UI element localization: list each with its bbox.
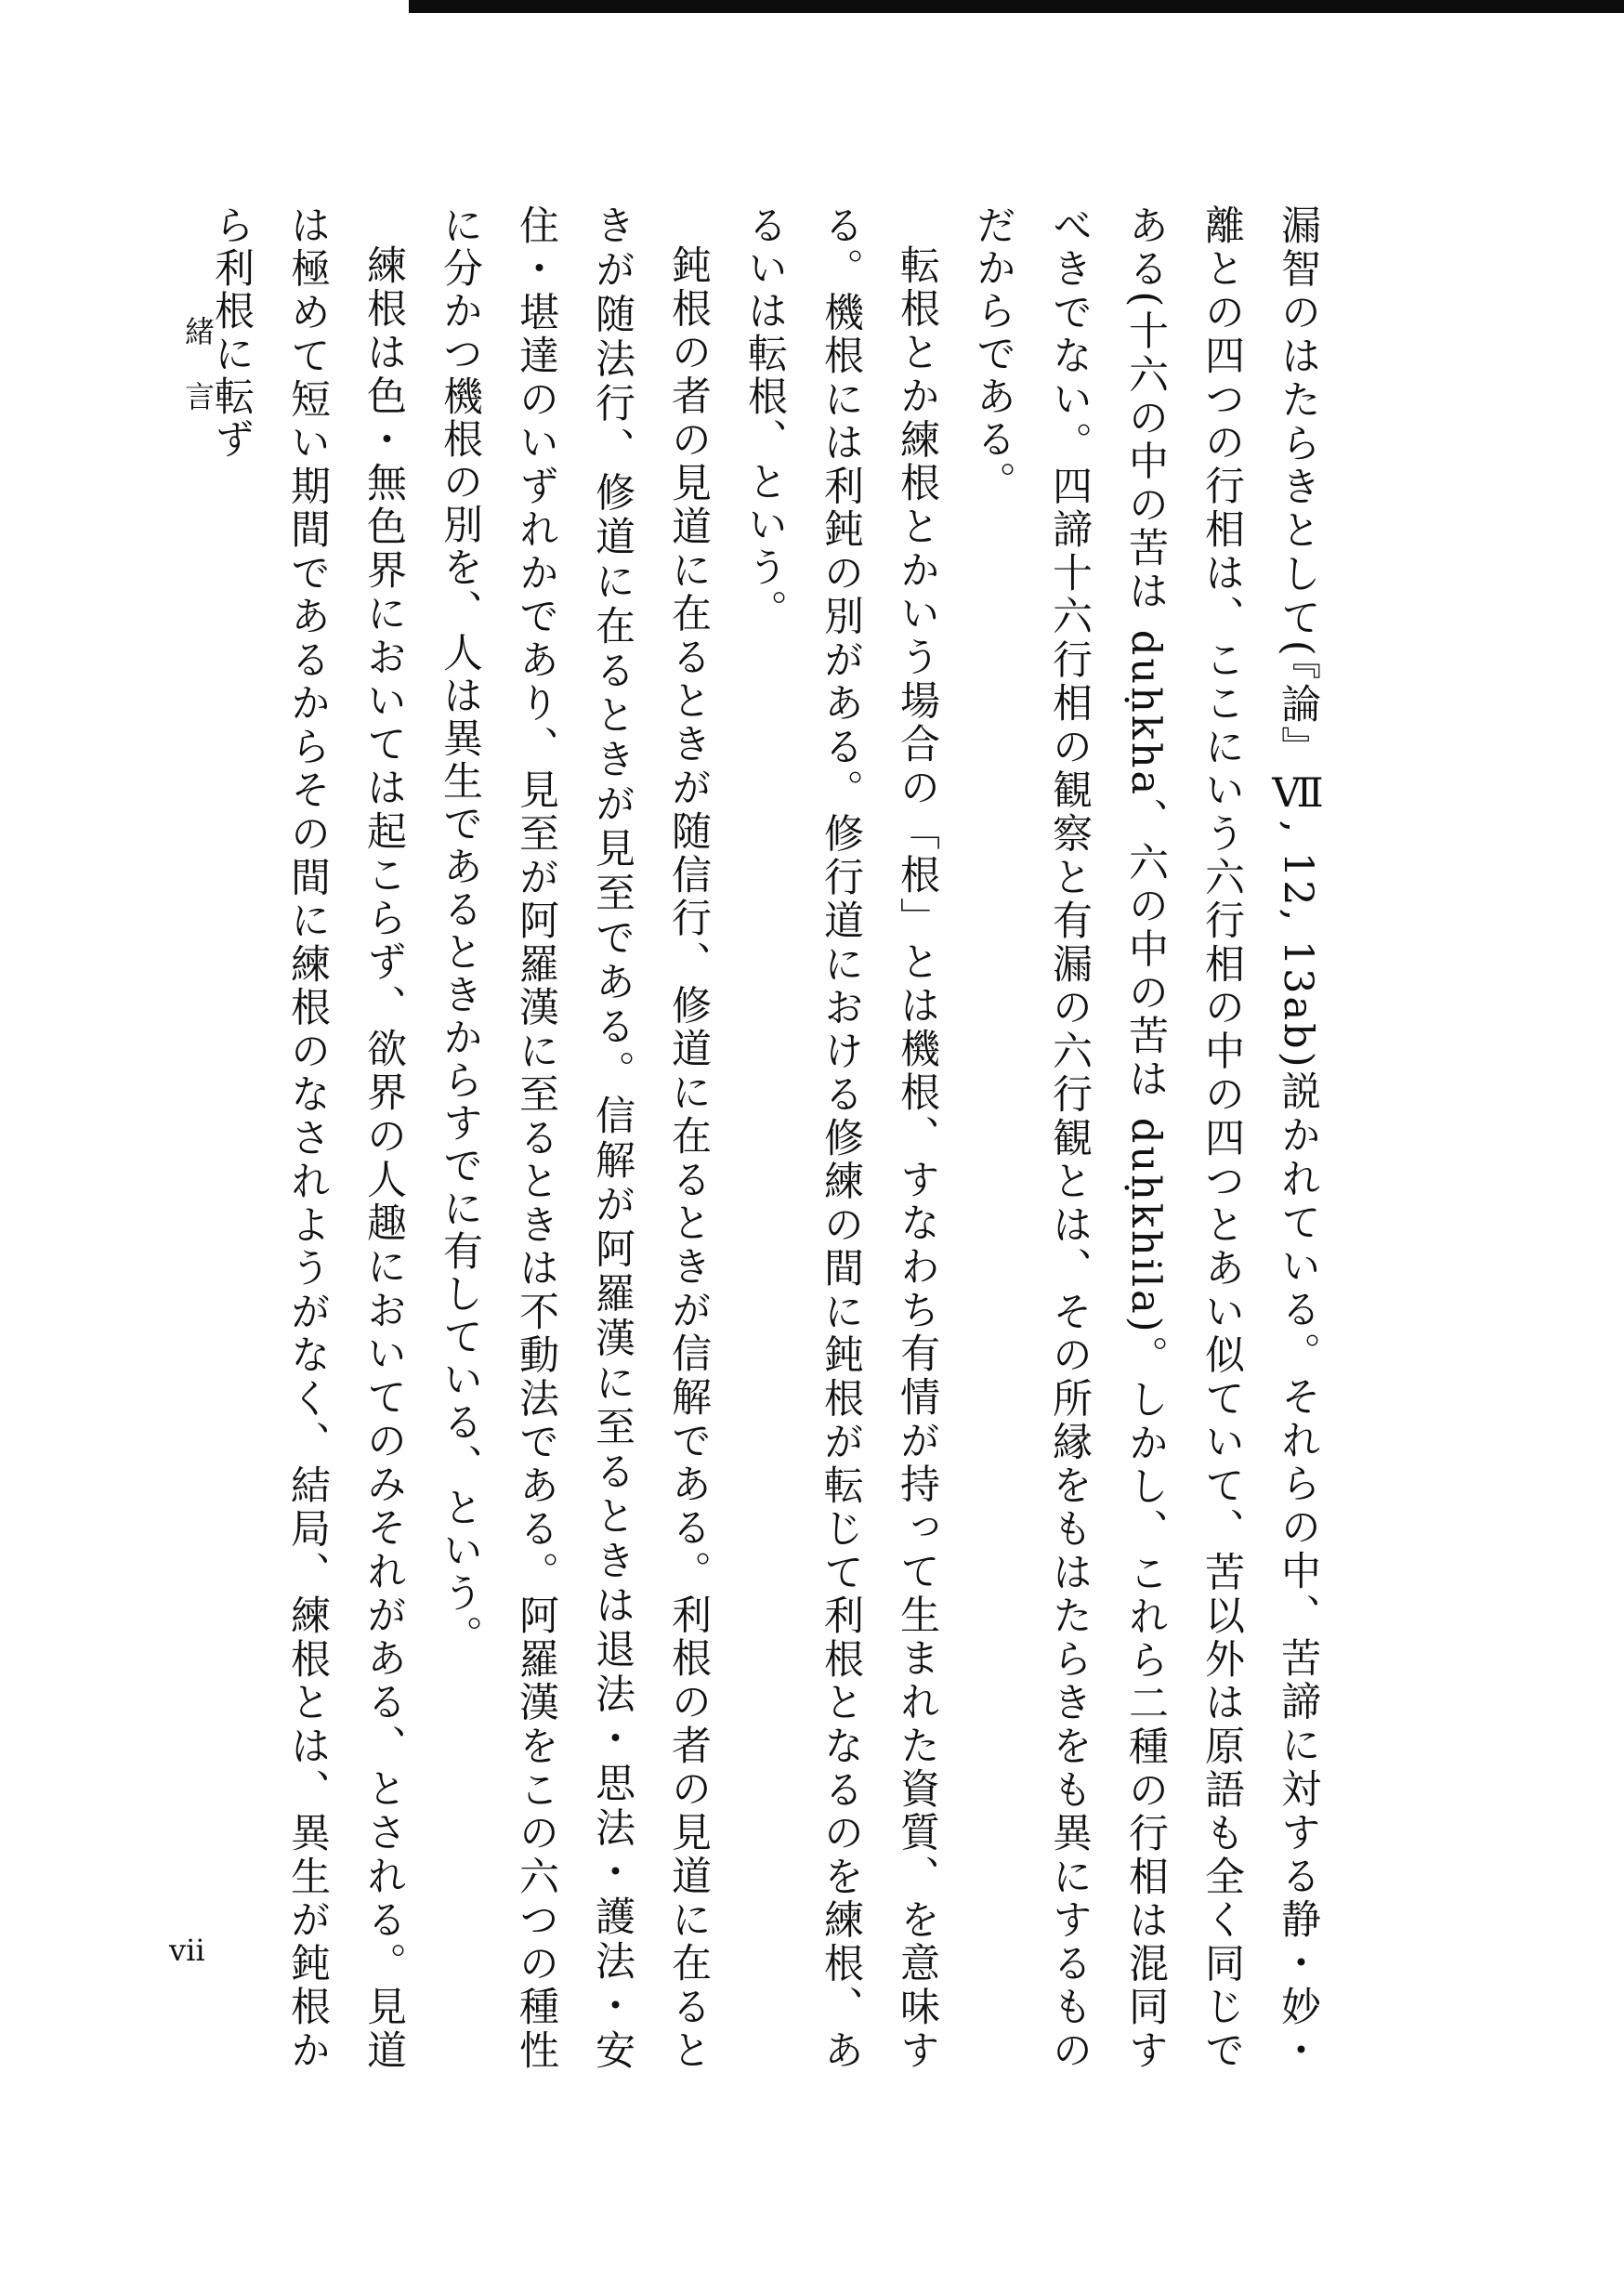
page-number: vii <box>169 1933 205 1968</box>
paragraph-3: 鈍根の者の見道に在るときが随信行、修道に在るときが信解である。利根の者の見道に在るときが随法行、修道に在るときが見至である。信解が阿羅漢に至るときは退法・思法・護法・安住・堪達のいずれかであり、見至が阿羅漢に至るときは不動法である。阿羅漢をこの六つの種性に分かつ機根の別を、人は異生であるときからすでに有している、という。 <box>437 204 712 2072</box>
body-text <box>208 204 1336 2073</box>
scan-edge-mark <box>409 0 1624 13</box>
paragraph-2: 転根とか練根とかいう場合の「根」とは機根、すなわち有情が持って生まれた資質、を意味する。機根には利鈍の別がある。修行道における修練の間に鈍根が転じて利根となるのを練根、あるいは転根、という。 <box>741 204 940 2073</box>
paragraph-1: 漏智のはたらきとして(『論』Ⅶ, 12, 13ab)説かれている。それらの中、苦諦に対する静・妙・離との四つの行相は、ここにいう六行相の中の四つとあい似ていて、苦以外は原語も全く同じである(十六の中の苦は duḥkha、六の中の苦は duḥkhila)。しかし、これら二種の行相は混同すべきでない。四諦十六行相の観察と有漏の六行観とは、その所縁をもはたらきをも異にするものだからである。 <box>970 204 1321 2072</box>
running-header: 緒言 <box>180 316 216 446</box>
paragraph-4: 練根は色・無色界においては起こらず、欲界の人趣においてのみそれがある、とされる。見道は極めて短い期間であるからその間に練根のなされようがなく、結局、練根とは、異生が鈍根から利根に転ず <box>208 204 407 2072</box>
